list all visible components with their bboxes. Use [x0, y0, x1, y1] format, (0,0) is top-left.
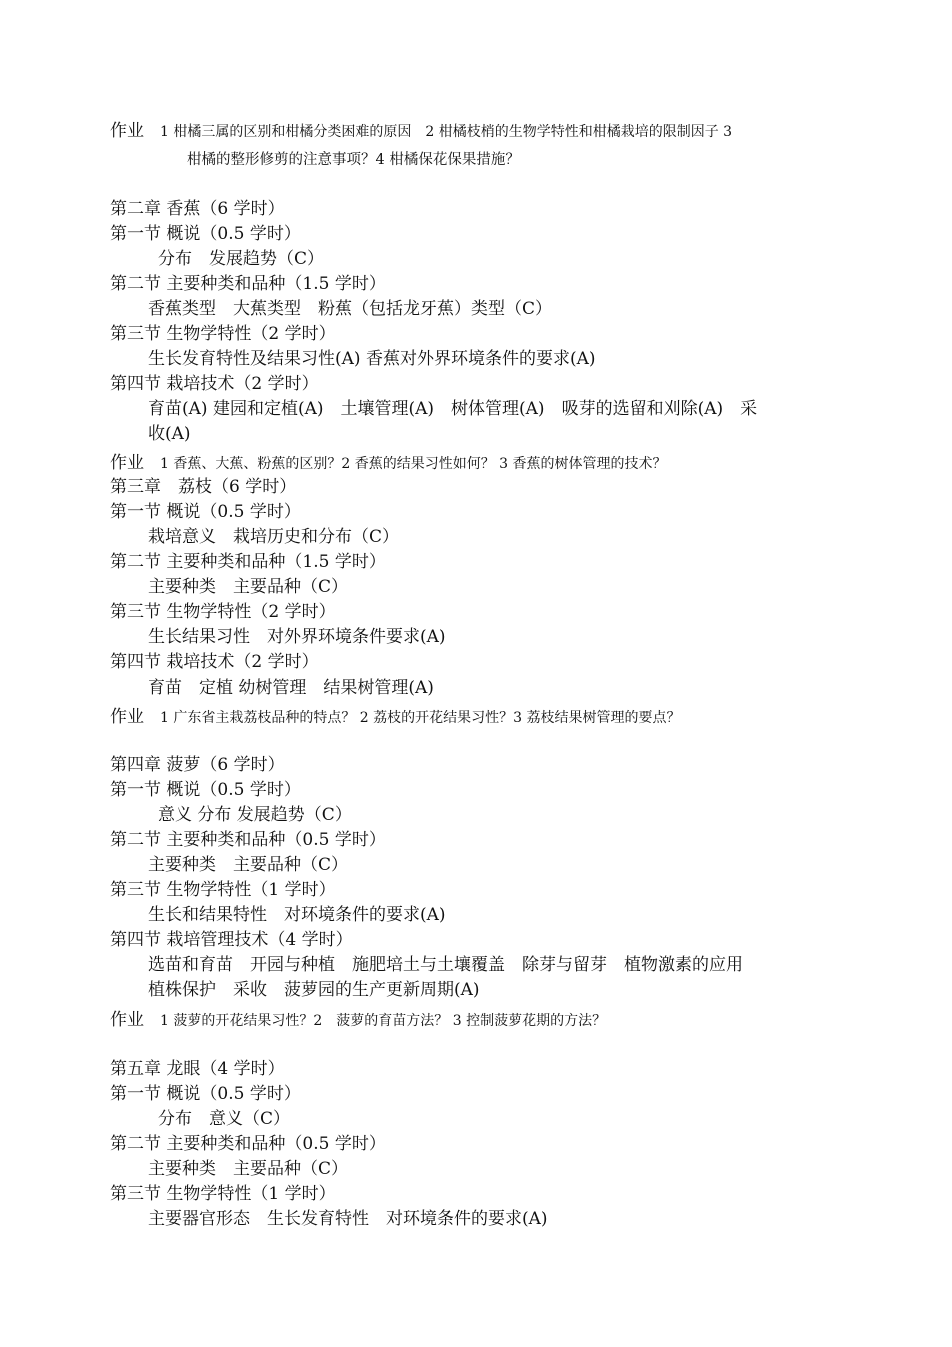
- section-content: 育苗 定植 幼树管理 结果树管理(A): [148, 678, 434, 698]
- section-content: 香蕉类型 大蕉类型 粉蕉（包括龙牙蕉）类型（C）: [148, 299, 553, 319]
- section-content: 选苗和育苗 开园与种植 施肥培土与土壤覆盖 除芽与留芽 植物激素的应用: [148, 955, 743, 975]
- homework-label: 作业: [110, 121, 144, 141]
- section-heading: 第二节 主要种类和品种（0.5 学时）: [110, 830, 386, 850]
- chapter-heading: 第四章 菠萝（6 学时）: [110, 755, 285, 775]
- section-heading: 第一节 概说（0.5 学时）: [110, 1084, 301, 1104]
- section-content: 分布 意义（C）: [158, 1109, 291, 1129]
- homework-text: 1 广东省主栽荔枝品种的特点？ 2 荔枝的开花结果习性？3 荔枝结果树管理的要点？: [160, 710, 681, 726]
- section-content: 主要种类 主要品种（C）: [148, 1159, 349, 1179]
- section-heading: 第三节 生物学特性（1 学时）: [110, 1184, 336, 1204]
- homework-text: 1 菠萝的开花结果习性？2 菠萝的育苗方法？ 3 控制菠萝花期的方法？: [160, 1013, 607, 1029]
- section-content: 生长结果习性 对外界环境条件要求(A): [148, 627, 446, 647]
- section-heading: 第三节 生物学特性（2 学时）: [110, 602, 336, 622]
- section-heading: 第一节 概说（0.5 学时）: [110, 780, 301, 800]
- section-content: 生长发育特性及结果习性(A) 香蕉对外界环境条件的要求(A): [148, 349, 596, 369]
- chapter-heading: 第二章 香蕉（6 学时）: [110, 199, 285, 219]
- section-heading: 第二节 主要种类和品种（1.5 学时）: [110, 552, 386, 572]
- homework-line: [110, 451, 667, 476]
- homework-label: 作业: [110, 453, 144, 473]
- homework-line: [110, 1008, 606, 1033]
- section-heading: 第一节 概说（0.5 学时）: [110, 502, 301, 522]
- section-content: 植株保护 采收 菠萝园的生产更新周期(A): [148, 980, 480, 1000]
- homework-text: 1 柑橘三属的区别和柑橘分类困难的原因 2 柑橘枝梢的生物学特性和柑橘栽培的限制因子 3: [160, 124, 733, 140]
- homework-line: [110, 705, 681, 730]
- section-content: 生长和结果特性 对环境条件的要求(A): [148, 905, 446, 925]
- homework-line: [110, 119, 732, 144]
- section-content: 栽培意义 栽培历史和分布（C）: [148, 527, 400, 547]
- section-heading: 第二节 主要种类和品种（0.5 学时）: [110, 1134, 386, 1154]
- section-content: 育苗(A) 建园和定植(A) 土壤管理(A) 树体管理(A) 吸芽的选留和刈除(A) 采: [148, 399, 758, 419]
- section-heading: 第四节 栽培管理技术（4 学时）: [110, 930, 353, 950]
- section-content: 主要器官形态 生长发育特性 对环境条件的要求(A): [148, 1209, 548, 1229]
- chapter-heading: 第三章 荔枝（6 学时）: [110, 477, 297, 497]
- section-heading: 第二节 主要种类和品种（1.5 学时）: [110, 274, 386, 294]
- section-heading: 第一节 概说（0.5 学时）: [110, 224, 301, 244]
- section-content: 意义 分布 发展趋势（C）: [158, 805, 352, 825]
- homework-label: 作业: [110, 707, 144, 727]
- section-heading: 第四节 栽培技术（2 学时）: [110, 652, 319, 672]
- section-content: 收(A): [148, 424, 191, 444]
- homework-text: 1 香蕉、大蕉、粉蕉的区别？2 香蕉的结果习性如何？ 3 香蕉的树体管理的技术？: [160, 456, 667, 472]
- chapter-heading: 第五章 龙眼（4 学时）: [110, 1059, 285, 1079]
- section-heading: 第四节 栽培技术（2 学时）: [110, 374, 319, 394]
- section-heading: 第三节 生物学特性（1 学时）: [110, 880, 336, 900]
- homework-continuation: 柑橘的整形修剪的注意事项？4 柑橘保花保果措施？: [187, 152, 520, 168]
- section-content: 分布 发展趋势（C）: [158, 249, 325, 269]
- homework-label: 作业: [110, 1010, 144, 1030]
- section-heading: 第三节 生物学特性（2 学时）: [110, 324, 336, 344]
- section-content: 主要种类 主要品种（C）: [148, 855, 349, 875]
- section-content: 主要种类 主要品种（C）: [148, 577, 349, 597]
